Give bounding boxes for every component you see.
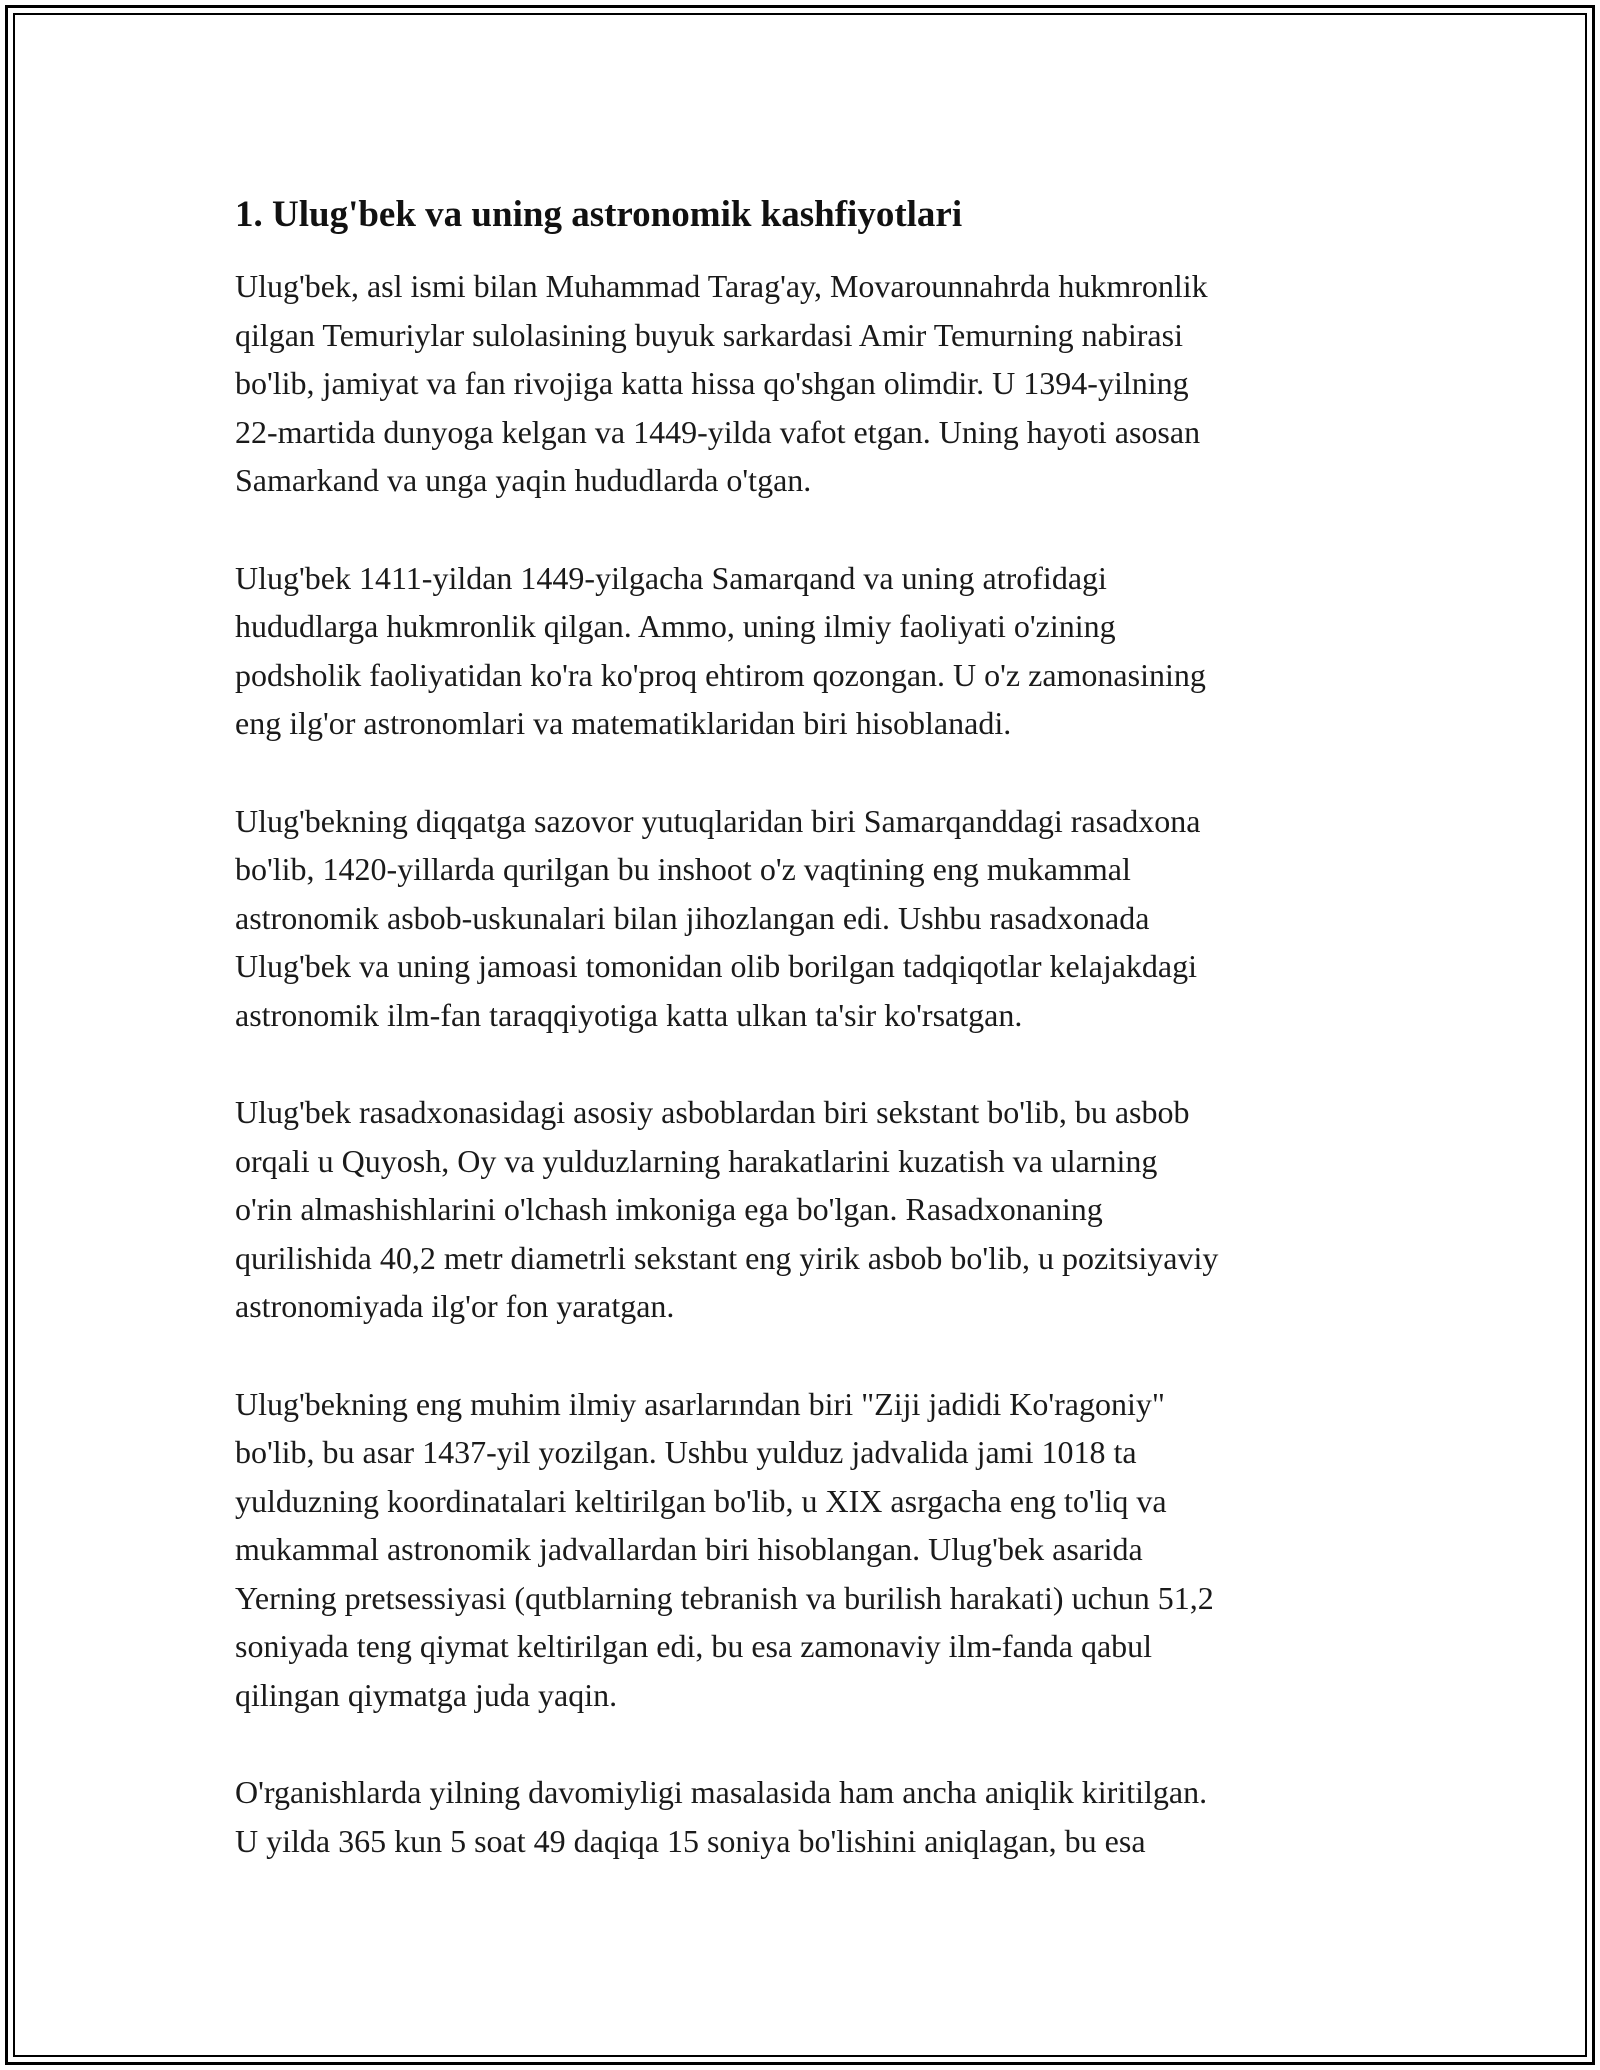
paragraph-line: eng ilg'or astronomlari va matematiklaridan biri hisoblanadi. [235, 705, 1012, 741]
paragraph-line: soniyada teng qiymat keltirilgan edi, bu esa zamonaviy ilm-fanda qabul [235, 1628, 1153, 1664]
paragraph-line: astronomiyada ilg'or fon yaratgan. [235, 1288, 675, 1324]
paragraph-4 [235, 1088, 1380, 1331]
paragraph-line: orqali u Quyosh, Oy va yulduzlarning harakatlarini kuzatish va ularning [235, 1142, 1158, 1179]
document-body [235, 190, 1380, 1914]
paragraph-line: astronomik asbob-uskunalari bilan jihozlangan edi. Ushbu rasadxonada [235, 899, 1150, 936]
paragraph-line: Ulug'bekning eng muhim ilmiy asarlarından biri "Ziji jadidi Ko'ragoniy" [235, 1385, 1165, 1422]
paragraph-line: qurilishida 40,2 metr diametrli sekstant eng yirik asbob bo'lib, u pozitsiyaviy [235, 1239, 1219, 1276]
paragraph-line: yulduzning koordinatalari keltirilgan bo'lib, u XIX asrgacha eng to'liq va [235, 1482, 1167, 1519]
paragraph-line: astronomik ilm-fan taraqqiyotiga katta ulkan ta'sir ko'rsatgan. [235, 996, 1023, 1033]
paragraph-line: bo'lib, 1420-yillarda qurilgan bu inshoot o'z vaqtining eng mukammal [235, 851, 1131, 887]
paragraph-5 [235, 1380, 1380, 1720]
paragraph-line: 22-martida dunyoga kelgan va 1449-yilda vafot etgan. Uning hayoti asosan [235, 413, 1201, 450]
paragraph-line: bo'lib, bu asar 1437-yil yozilgan. Ushbu yulduz jadvalida jami 1018 ta [235, 1434, 1137, 1470]
paragraph-line: Ulug'bek va uning jamoasi tomonidan olib borilgan tadqiqotlar kelajakdagi [235, 948, 1197, 984]
paragraph-3 [235, 797, 1380, 1040]
paragraph-line: podsholik faoliyatidan ko'ra ko'proq ehtirom qozongan. U o'z zamonasining [235, 656, 1206, 693]
paragraph-line: Samarkand va unga yaqin hududlarda o'tgan. [235, 462, 812, 498]
paragraph-line: Ulug'bekning diqqatga sazovor yutuqlaridan biri Samarqanddagi rasadxona [235, 802, 1201, 839]
paragraph-line: qilingan qiymatga juda yaqin. [235, 1676, 618, 1713]
section-heading: 1. Ulug'bek va uning astronomik kashfiyotlari [235, 194, 963, 235]
paragraph-line: mukammal astronomik jadvallardan biri hisoblangan. Ulug'bek asarida [235, 1531, 1143, 1567]
paragraph-line: Ulug'bek, asl ismi bilan Muhammad Tarag'ay, Movarounnahrda hukmronlik [235, 268, 1208, 304]
paragraph-line: o'rin almashishlarini o'lchash imkoniga ega bo'lgan. Rasadxonaning [235, 1191, 1103, 1227]
paragraph-line: qilgan Temuriylar sulolasining buyuk sarkardasi Amir Temurning nabirasi [235, 316, 1183, 353]
paragraph-1 [235, 262, 1380, 505]
paragraph-line: hududlarga hukmronlik qilgan. Ammo, uning ilmiy faoliyati o'zining [235, 608, 1116, 644]
paragraph-2 [235, 554, 1380, 748]
paragraph-line: Ulug'bek rasadxonasidagi asosiy asboblardan biri sekstant bo'lib, bu asbob [235, 1094, 1190, 1130]
paragraph-line: bo'lib, jamiyat va fan rivojiga katta hissa qo'shgan olimdir. U 1394-yilning [235, 365, 1189, 401]
paragraph-line: Ulug'bek 1411-yildan 1449-yilgacha Samarqand va uning atrofidagi [235, 559, 1107, 596]
paragraph-6 [235, 1768, 1380, 1865]
paragraph-line: O'rganishlarda yilning davomiyligi masalasida ham ancha aniqlik kiritilgan. [235, 1774, 1208, 1810]
paragraph-line: Yerning pretsessiyasi (qutblarning tebranish va burilish harakati) uchun 51,2 [235, 1579, 1214, 1616]
paragraph-line: U yilda 365 kun 5 soat 49 daqiqa 15 soniya bo'lishini aniqlagan, bu esa [235, 1822, 1146, 1859]
